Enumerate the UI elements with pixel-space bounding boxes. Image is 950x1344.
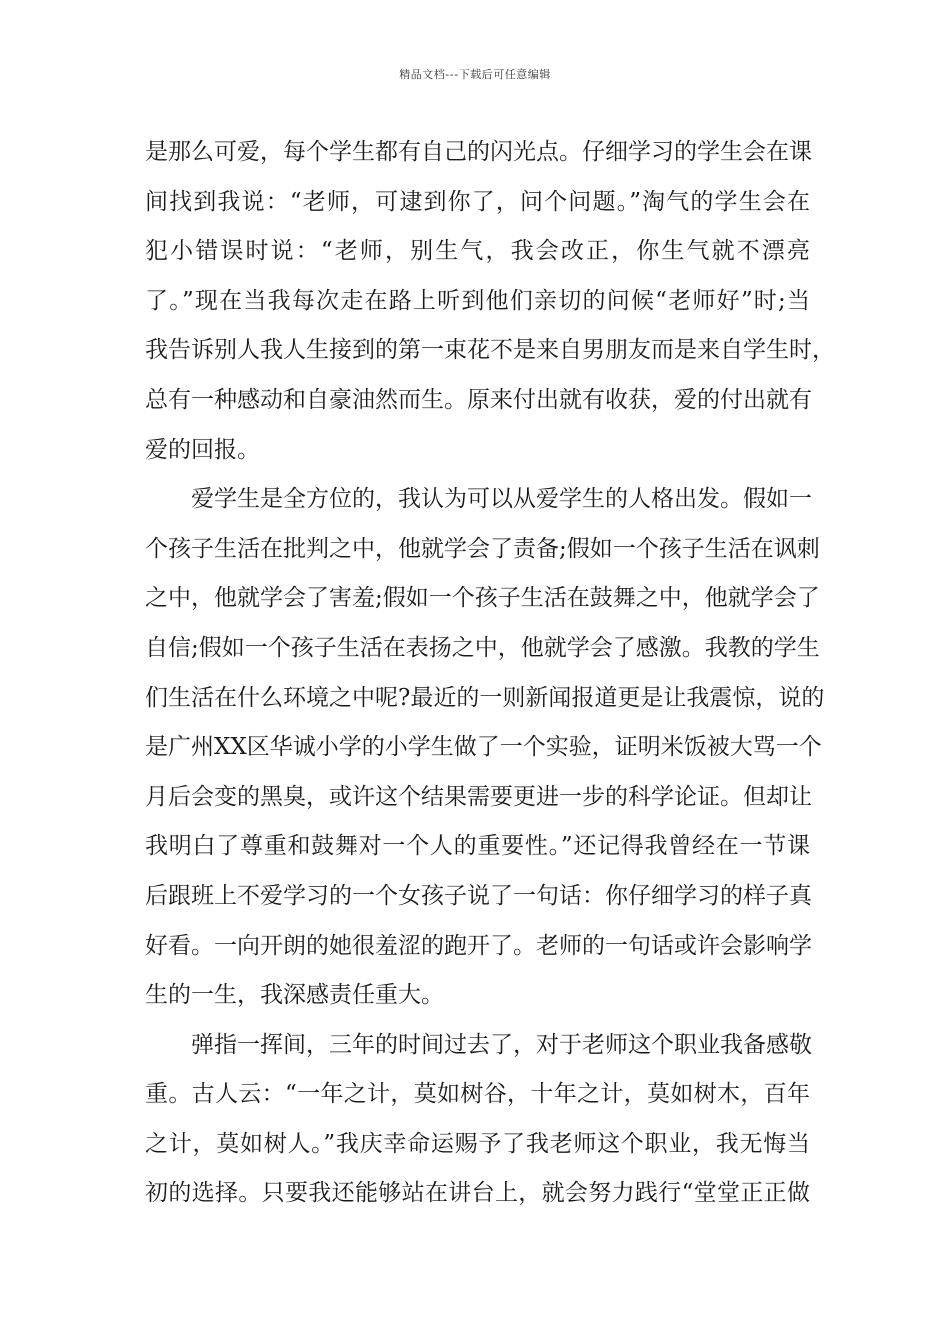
text-line: 间找到我说：“老师，可逮到你了，问个问题。”淘气的学生会在 <box>145 188 810 215</box>
text-line: 之中，他就学会了害羞;假如一个孩子生活在鼓舞之中，他就学会了 <box>145 585 820 612</box>
text-line: 个孩子生活在批判之中，他就学会了责备;假如一个孩子生活在讽刺 <box>145 535 820 562</box>
text-line: 爱的回报。 <box>145 436 260 463</box>
text-line: 后跟班上不爱学习的一个女孩子说了一句话：你仔细学习的样子真 <box>145 882 812 909</box>
text-line: 好看。一向开朗的她很羞涩的跑开了。老师的一句话或许会影响学 <box>145 932 812 959</box>
text-line: 是广州XX区华诚小学的小学生做了一个实验，证明米饭被大骂一个 <box>145 734 822 761</box>
text-line: 爱学生是全方位的，我认为可以从爱学生的人格出发。假如一 <box>191 486 812 513</box>
text-line: 是那么可爱，每个学生都有自己的闪光点。仔细学习的学生会在课 <box>145 139 812 165</box>
text-line: 重。古人云：“一年之计，莫如树谷，十年之计，莫如树木，百年 <box>145 1081 810 1108</box>
document-body <box>145 128 835 1219</box>
text-line: 总有一种感动和自豪油然而生。原来付出就有收获，爱的付出就有 <box>145 386 812 413</box>
text-line: 月后会变的黑臭，或许这个结果需要更进一步的科学论证。但却让 <box>145 783 812 810</box>
text-line: 初的选择。只要我还能够站在讲台上，就会努力践行“堂堂正正做 <box>145 1180 810 1207</box>
text-line: 们生活在什么环境之中呢?最近的一则新闻报道更是让我震惊，说的 <box>145 684 825 711</box>
text-line: 之计，莫如树人。”我庆幸命运赐予了我老师这个职业，我无悔当 <box>145 1130 810 1157</box>
text-line: 弹指一挥间，三年的时间过去了，对于老师这个职业我备感敬 <box>191 1031 812 1058</box>
text-line: 我明白了尊重和鼓舞对一个人的重要性。”还记得我曾经在一节课 <box>145 833 810 860</box>
text-line: 犯小错误时说：“老师，别生气，我会改正，你生气就不漂亮 <box>145 238 810 265</box>
page-header: 精品文档---下载后可任意编辑 <box>399 68 551 81</box>
text-line: 生的一生，我深感责任重大。 <box>145 982 444 1009</box>
text-line: 自信;假如一个孩子生活在表扬之中，他就学会了感激。我教的学生 <box>145 634 820 661</box>
text-line: 我告诉别人我人生接到的第一束花不是来自男朋友而是来自学生时， <box>145 337 835 364</box>
text-line: 了。”现在当我每次走在路上听到他们亲切的问候“老师好”时;当 <box>145 287 810 314</box>
